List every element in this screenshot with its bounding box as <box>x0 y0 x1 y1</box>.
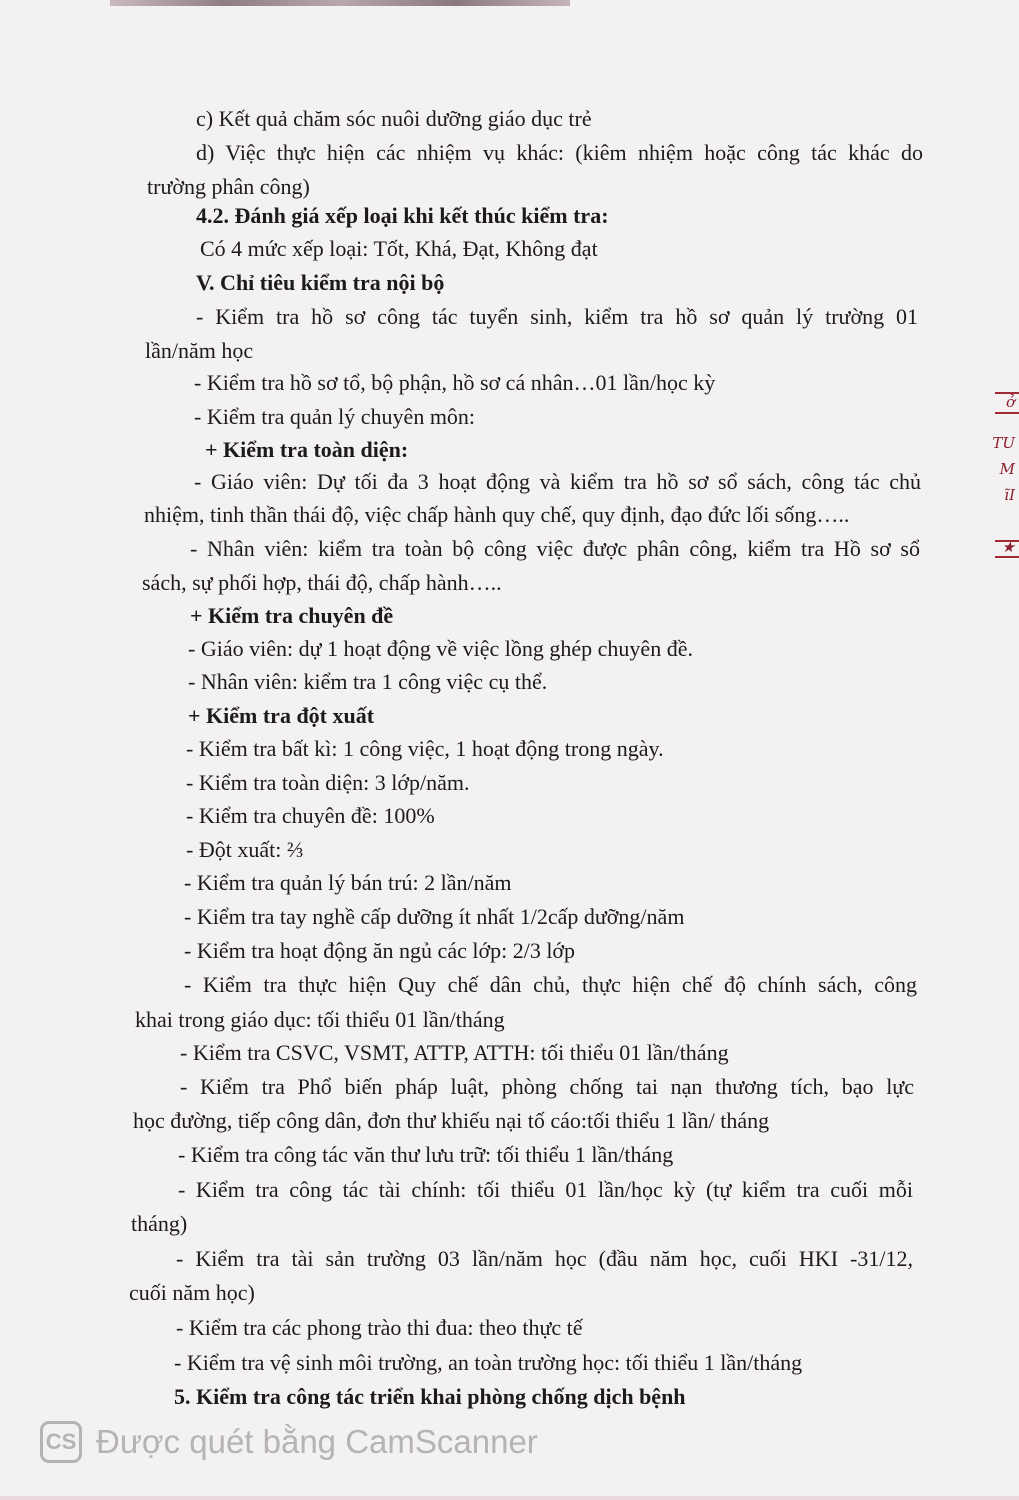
text-line-34: tháng) <box>131 1211 188 1236</box>
text-line-35: - Kiểm tra tài sản trường 03 lần/năm học (đầu năm học, cuối HKI -31/12, <box>176 1246 913 1271</box>
page-top-edge <box>110 0 570 6</box>
stamp-text-5: ★ <box>1001 538 1015 556</box>
text-line-32: - Kiểm tra công tác văn thư lưu trữ: tối thiểu 1 lần/tháng <box>178 1142 674 1167</box>
text-line-33: - Kiểm tra công tác tài chính: tối thiểu 01 lần/học kỳ (tự kiểm tra cuối mỗi <box>178 1177 913 1202</box>
text-line-7: - Kiểm tra hồ sơ công tác tuyển sinh, kiểm tra hồ sơ quản lý trường 01 <box>196 304 918 329</box>
section-heading-v: V. Chỉ tiêu kiểm tra nội bộ <box>196 270 445 295</box>
text-line-13: nhiệm, tinh thần thái độ, việc chấp hành quy chế, quy định, đạo đức lối sống….. <box>144 502 850 527</box>
text-line-28: khai trong giáo dục: tối thiểu 01 lần/tháng <box>135 1007 505 1032</box>
text-line-12: - Giáo viên: Dự tối đa 3 hoạt động và kiểm tra hồ sơ sổ sách, công tác chủ <box>194 469 921 494</box>
text-line-37: - Kiểm tra các phong trào thi đua: theo thực tế <box>176 1315 583 1340</box>
stamp-text-1: ở <box>1005 393 1015 411</box>
text-line-38: - Kiểm tra vệ sinh môi trường, an toàn trường học: tối thiểu 1 lần/tháng <box>174 1350 803 1375</box>
text-line-1: c) Kết quả chăm sóc nuôi dưỡng giáo dục trẻ <box>196 106 592 131</box>
text-line-14: - Nhân viên: kiểm tra toàn bộ công việc được phân công, kiểm tra Hồ sơ sổ <box>190 536 920 561</box>
text-line-15: sách, sự phối hợp, thái độ, chấp hành….. <box>142 570 502 595</box>
text-line-3: trường phân công) <box>147 174 310 199</box>
section-heading-4-2: 4.2. Đánh giá xếp loại khi kết thúc kiểm tra: <box>196 203 609 228</box>
text-line-36: cuối năm học) <box>129 1280 255 1305</box>
page-bottom-edge <box>0 1496 1019 1500</box>
stamp-text-2: TU <box>992 434 1015 452</box>
text-line-9: - Kiểm tra hồ sơ tổ, bộ phận, hồ sơ cá nhân…01 lần/học kỳ <box>194 370 716 395</box>
stamp-text-4: ĩI <box>1004 486 1015 504</box>
text-line-5: Có 4 mức xếp loại: Tốt, Khá, Đạt, Không đạt <box>200 236 598 261</box>
text-line-26: - Kiểm tra hoạt động ăn ngủ các lớp: 2/3 lớp <box>184 938 576 963</box>
text-line-24: - Kiểm tra quản lý bán trú: 2 lần/năm <box>184 870 512 895</box>
subheading-dot-xuat: + Kiểm tra đột xuất <box>188 703 375 728</box>
text-line-22: - Kiểm tra chuyên đề: 100% <box>186 803 435 828</box>
camscanner-logo-icon: CS <box>40 1421 82 1463</box>
text-line-10: - Kiểm tra quản lý chuyên môn: <box>194 404 476 429</box>
text-line-29: - Kiểm tra CSVC, VSMT, ATTP, ATTH: tối thiểu 01 lần/tháng <box>180 1040 729 1065</box>
text-line-8: lần/năm học <box>145 338 254 363</box>
watermark-text: Được quét bằng CamScanner <box>96 1423 538 1460</box>
text-line-23: - Đột xuất: ⅔ <box>186 837 304 862</box>
text-line-17: - Giáo viên: dự 1 hoạt động về việc lồng ghép chuyên đề. <box>188 636 693 661</box>
text-line-21: - Kiểm tra toàn diện: 3 lớp/năm. <box>186 770 470 795</box>
red-stamp-fragment <box>989 390 1019 560</box>
text-line-20: - Kiểm tra bất kì: 1 công việc, 1 hoạt động trong ngày. <box>186 736 664 761</box>
section-heading-5: 5. Kiểm tra công tác triển khai phòng chống dịch bệnh <box>174 1384 686 1409</box>
subheading-toan-dien: + Kiểm tra toàn diện: <box>205 437 409 462</box>
stamp-text-3: M <box>999 460 1015 478</box>
text-line-31: học đường, tiếp công dân, đơn thư khiếu nại tố cáo:tối thiểu 1 lần/ tháng <box>133 1108 770 1133</box>
text-line-2: d) Việc thực hiện các nhiệm vụ khác: (kiêm nhiệm hoặc công tác khác do <box>196 140 923 165</box>
subheading-chuyen-de: + Kiểm tra chuyên đề <box>190 603 394 628</box>
text-line-25: - Kiểm tra tay nghề cấp dưỡng ít nhất 1/2cấp dưỡng/năm <box>184 904 685 929</box>
camscanner-watermark <box>40 1418 538 1466</box>
text-line-30: - Kiểm tra Phổ biến pháp luật, phòng chống tai nạn thương tích, bạo lực <box>180 1074 914 1099</box>
text-line-18: - Nhân viên: kiểm tra 1 công việc cụ thể. <box>188 669 548 694</box>
text-line-27: - Kiểm tra thực hiện Quy chế dân chủ, thực hiện chế độ chính sách, công <box>184 972 917 997</box>
